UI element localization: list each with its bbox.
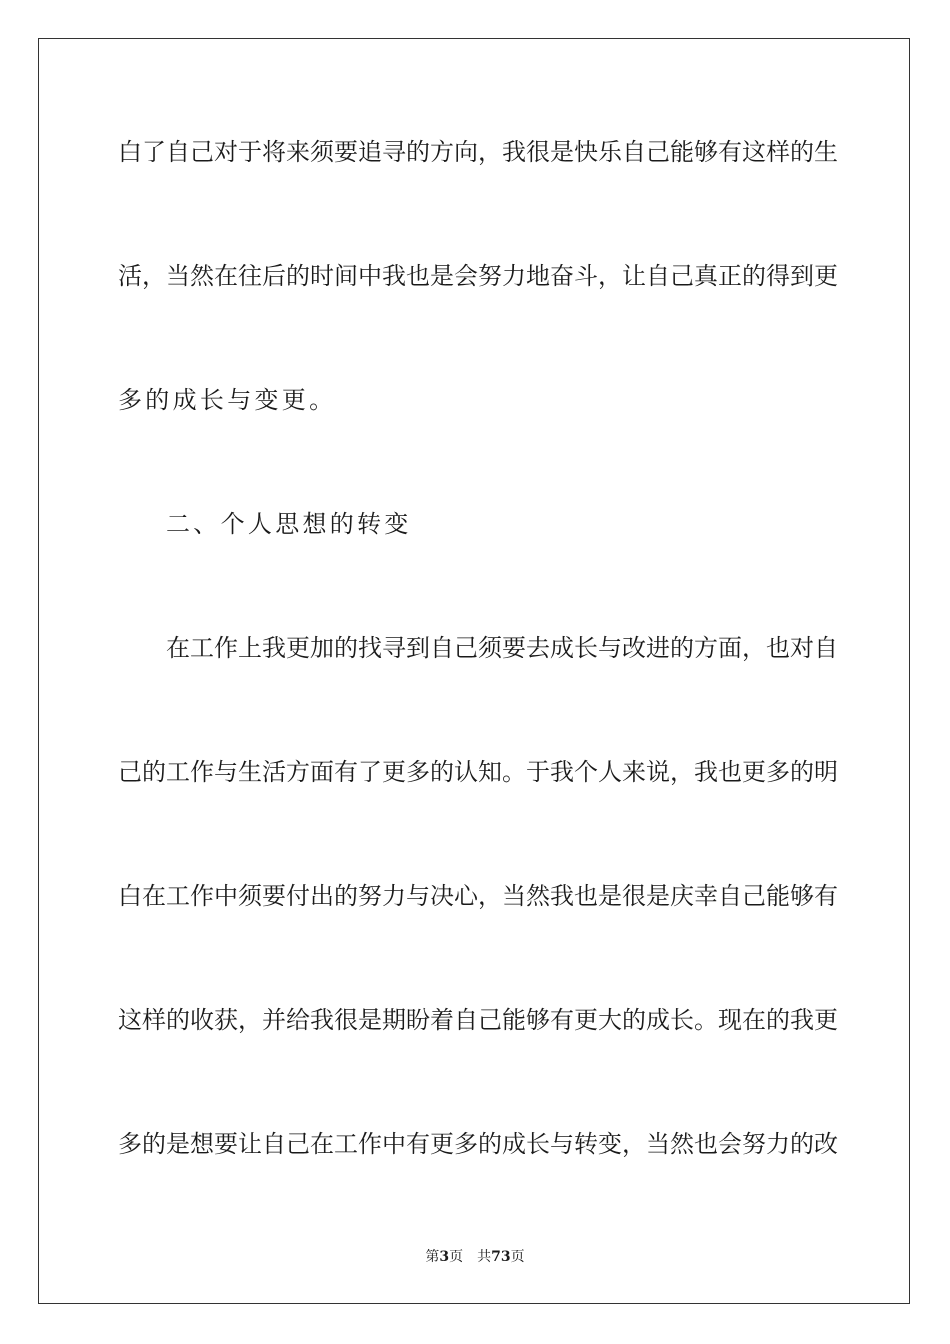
body-line-1: 白了自己对于将来须要追寻的方向，我很是快乐自己能够有这样的生 [118, 138, 838, 166]
footer-page-total: 73 [491, 1249, 511, 1265]
body-line-3: 多的成长与变更。 [118, 386, 337, 414]
footer-page-current: 3 [439, 1249, 450, 1265]
section-heading: 二、个人思想的转变 [166, 510, 412, 538]
footer-total-prefix: 共 [477, 1249, 492, 1265]
body-line-5: 在工作上我更加的找寻到自己须要去成长与改进的方面，也对自 [166, 634, 838, 662]
body-line-8: 这样的收获，并给我很是期盼着自己能够有更大的成长。现在的我更 [118, 1006, 838, 1034]
footer-page-prefix: 第 [425, 1249, 440, 1265]
page-border [38, 38, 910, 1304]
footer-total-suffix: 页 [510, 1249, 525, 1265]
body-line-6: 己的工作与生活方面有了更多的认知。于我个人来说，我也更多的明 [118, 758, 838, 786]
body-line-9: 多的是想要让自己在工作中有更多的成长与转变，当然也会努力的改 [118, 1130, 838, 1158]
body-line-7: 白在工作中须要付出的努力与决心，当然我也是很是庆幸自己能够有 [118, 882, 838, 910]
footer-page-suffix: 页 [449, 1249, 464, 1265]
page-footer [0, 1248, 950, 1266]
body-line-2: 活，当然在往后的时间中我也是会努力地奋斗，让自己真正的得到更 [118, 262, 838, 290]
